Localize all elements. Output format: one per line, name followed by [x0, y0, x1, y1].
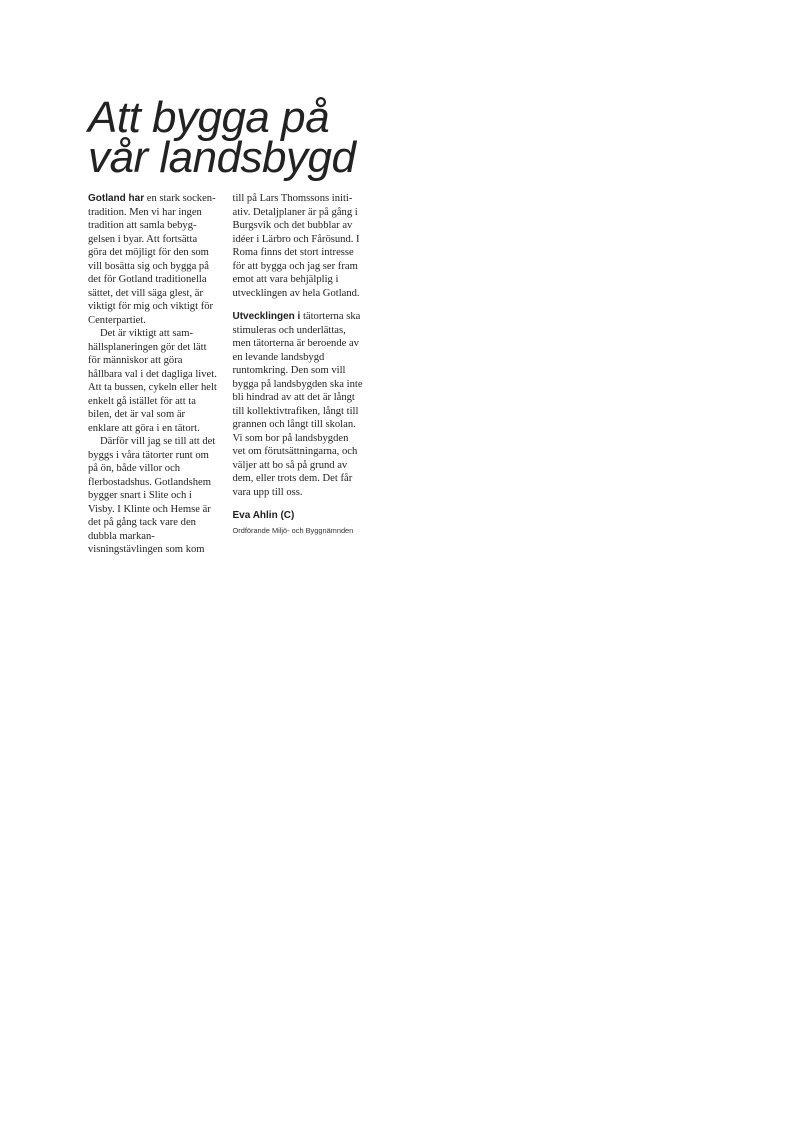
article-headline — [88, 93, 363, 182]
author-role: Ordförande Miljö- och Byggnämnden — [232, 525, 354, 535]
paragraph: till på Lars Thomssons initiativ. Detaljplaner är på gång i Burgsvik och det bubblar av idéer i Lärbro och Fårösund. I Roma finns det stort intresse för att bygga och jag ser fram emot att vara behjälplig i utvecklingen av hela Gotland. — [232, 193, 360, 299]
paragraph: Det är viktigt att samhällsplaneringen gör det lätt för människor att göra hållbara val i det dagliga livet. Att ta bussen, cykeln eller helt enkelt gå istället för att ta bilen, det är val som är enklare att göra i en tätort. — [88, 328, 217, 434]
article-column-2 — [233, 192, 364, 557]
paragraph-text: en stark sockentradition. Men vi har ingen tradition att samla bebyggelsen i byar. Att fortsätta göra det möjligt för den som vill bosätta sig och bygga på det för Gotland traditionella sättet, det vill säga glest, är viktigt för mig och viktigt för Centerpartiet. — [88, 193, 216, 326]
paragraph-text: tätorterna ska stimuleras och underlättas, men tätorterna är beroende av en levande landsbygd runtomkring. Den som vill bygga på landsbygden ska inte bli hindrad av att det är långt till kollektivtrafiken, långt till grannen och långt till skolan. Vi som bor på landsbygden vet om förutsättningarna, och väljer att bo så på grund av dem, eller trots dem. Det får vara upp till oss. — [232, 311, 363, 498]
paragraph: Därför vill jag se till att det byggs i våra tätorter runt om på ön, både villor och flerbostadshus. Gotlandshem bygger snart i Slite och i Visby. I Klinte och Hemse är det på gång tack vare den dubbla markanvisningstävlingen som kom — [88, 436, 216, 555]
paragraph-lead-in: Utvecklingen i — [232, 311, 301, 322]
headline-line-1: Att bygga på — [88, 93, 330, 142]
paragraph — [233, 310, 364, 499]
paragraph — [88, 192, 219, 327]
article-body — [88, 192, 363, 557]
article-clipping — [88, 93, 363, 557]
paragraph-lead-in: Gotland har — [88, 193, 145, 204]
headline-line-2: vår landsbygd — [88, 133, 356, 182]
author-name: Eva Ahlin (C) — [232, 510, 295, 521]
article-column-1 — [88, 192, 219, 557]
